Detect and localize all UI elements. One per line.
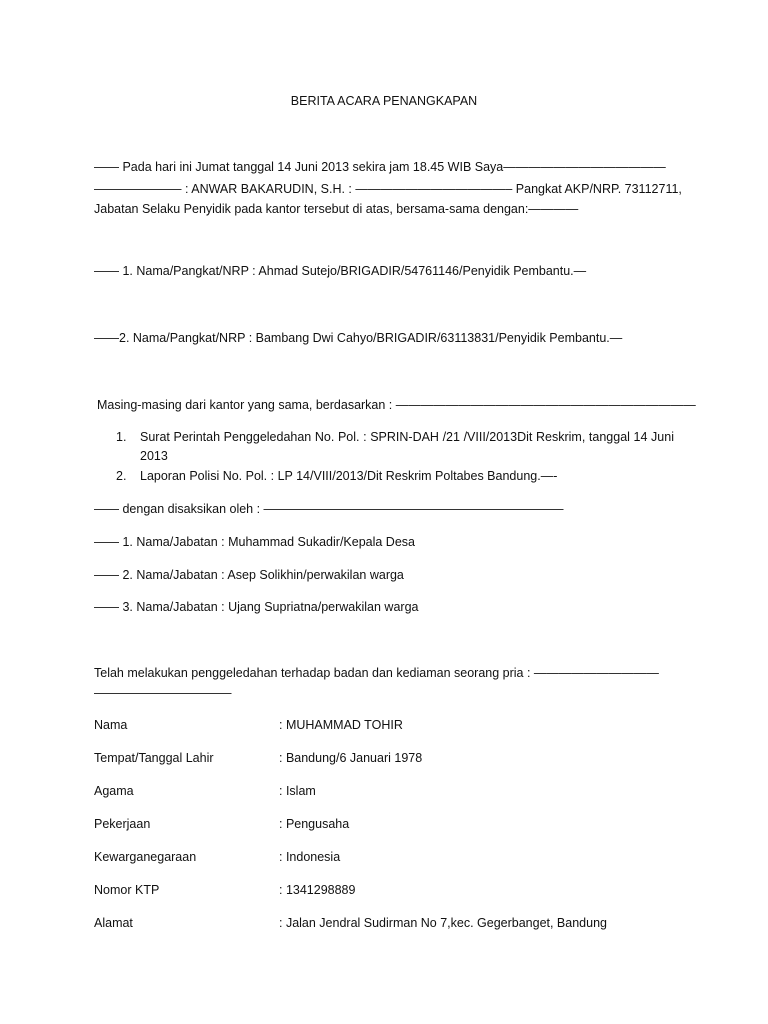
field-value-citizenship: : Indonesia — [279, 850, 341, 864]
field-label-religion: Agama — [94, 784, 134, 798]
intro-line-1: —— Pada hari ini Jumat tanggal 14 Juni 2013 sekira jam 18.45 WIB Saya————————————— — [94, 160, 666, 174]
field-value-religion: : Islam — [279, 784, 316, 798]
field-label-ktp: Nomor KTP — [94, 883, 160, 897]
field-label-address: Alamat — [94, 916, 133, 930]
basis-item-1 — [116, 428, 674, 466]
field-value-ktp: : 1341298889 — [279, 883, 356, 897]
basis-item-number: 1. — [116, 430, 127, 444]
witness-3: —— 3. Nama/Jabatan : Ujang Supriatna/perwakilan warga — [94, 600, 419, 614]
field-label-birth: Tempat/Tanggal Lahir — [94, 751, 214, 765]
basis-item-text: Laporan Polisi No. Pol. : LP 14/VIII/2013/Dit Reskrim Poltabes Bandung.—- — [140, 469, 558, 483]
intro-line-3: Jabatan Selaku Penyidik pada kantor tersebut di atas, bersama-sama dengan:———— — [94, 202, 579, 216]
document-title: BERITA ACARA PENANGKAPAN — [290, 94, 478, 108]
basis-item-number: 2. — [116, 469, 127, 483]
field-value-occupation: : Pengusaha — [279, 817, 350, 831]
basis-item-2 — [116, 467, 674, 486]
search-line-1: Telah melakukan penggeledahan terhadap badan dan kediaman seorang pria : —————————— — [94, 666, 659, 680]
basis-item-text: Surat Perintah Penggeledahan No. Pol. : SPRIN-DAH /21 /VIII/2013Dit Reskrim, tanggal 14 Juni 2013 — [140, 430, 674, 463]
field-value-nama: : MUHAMMAD TOHIR — [279, 718, 403, 732]
field-label-citizenship: Kewarganegaraan — [94, 850, 197, 864]
field-label-nama: Nama — [94, 718, 128, 732]
witness-intro: —— dengan disaksikan oleh : ———————————————————————— — [94, 502, 564, 516]
witness-2: —— 2. Nama/Jabatan : Asep Solikhin/perwakilan warga — [94, 568, 404, 582]
basis-intro: Masing-masing dari kantor yang sama, berdasarkan : ———————————————————————— — [97, 398, 696, 412]
witness-1: —— 1. Nama/Jabatan : Muhammad Sukadir/Kepala Desa — [94, 535, 415, 549]
search-line-2: ——————————— — [94, 686, 232, 700]
field-label-occupation: Pekerjaan — [94, 817, 151, 831]
assistant-1: —— 1. Nama/Pangkat/NRP : Ahmad Sutejo/BRIGADIR/54761146/Penyidik Pembantu.— — [94, 264, 587, 278]
field-value-address: : Jalan Jendral Sudirman No 7,kec. Gegerbanget, Bandung — [279, 916, 607, 930]
intro-line-2: ——————— : ANWAR BAKARUDIN, S.H. : ————————————– Pangkat AKP/NRP. 73112711, — [94, 182, 682, 196]
field-value-birth: : Bandung/6 Januari 1978 — [279, 751, 423, 765]
assistant-2: ——2. Nama/Pangkat/NRP : Bambang Dwi Cahyo/BRIGADIR/63113831/Penyidik Pembantu.— — [94, 331, 623, 345]
